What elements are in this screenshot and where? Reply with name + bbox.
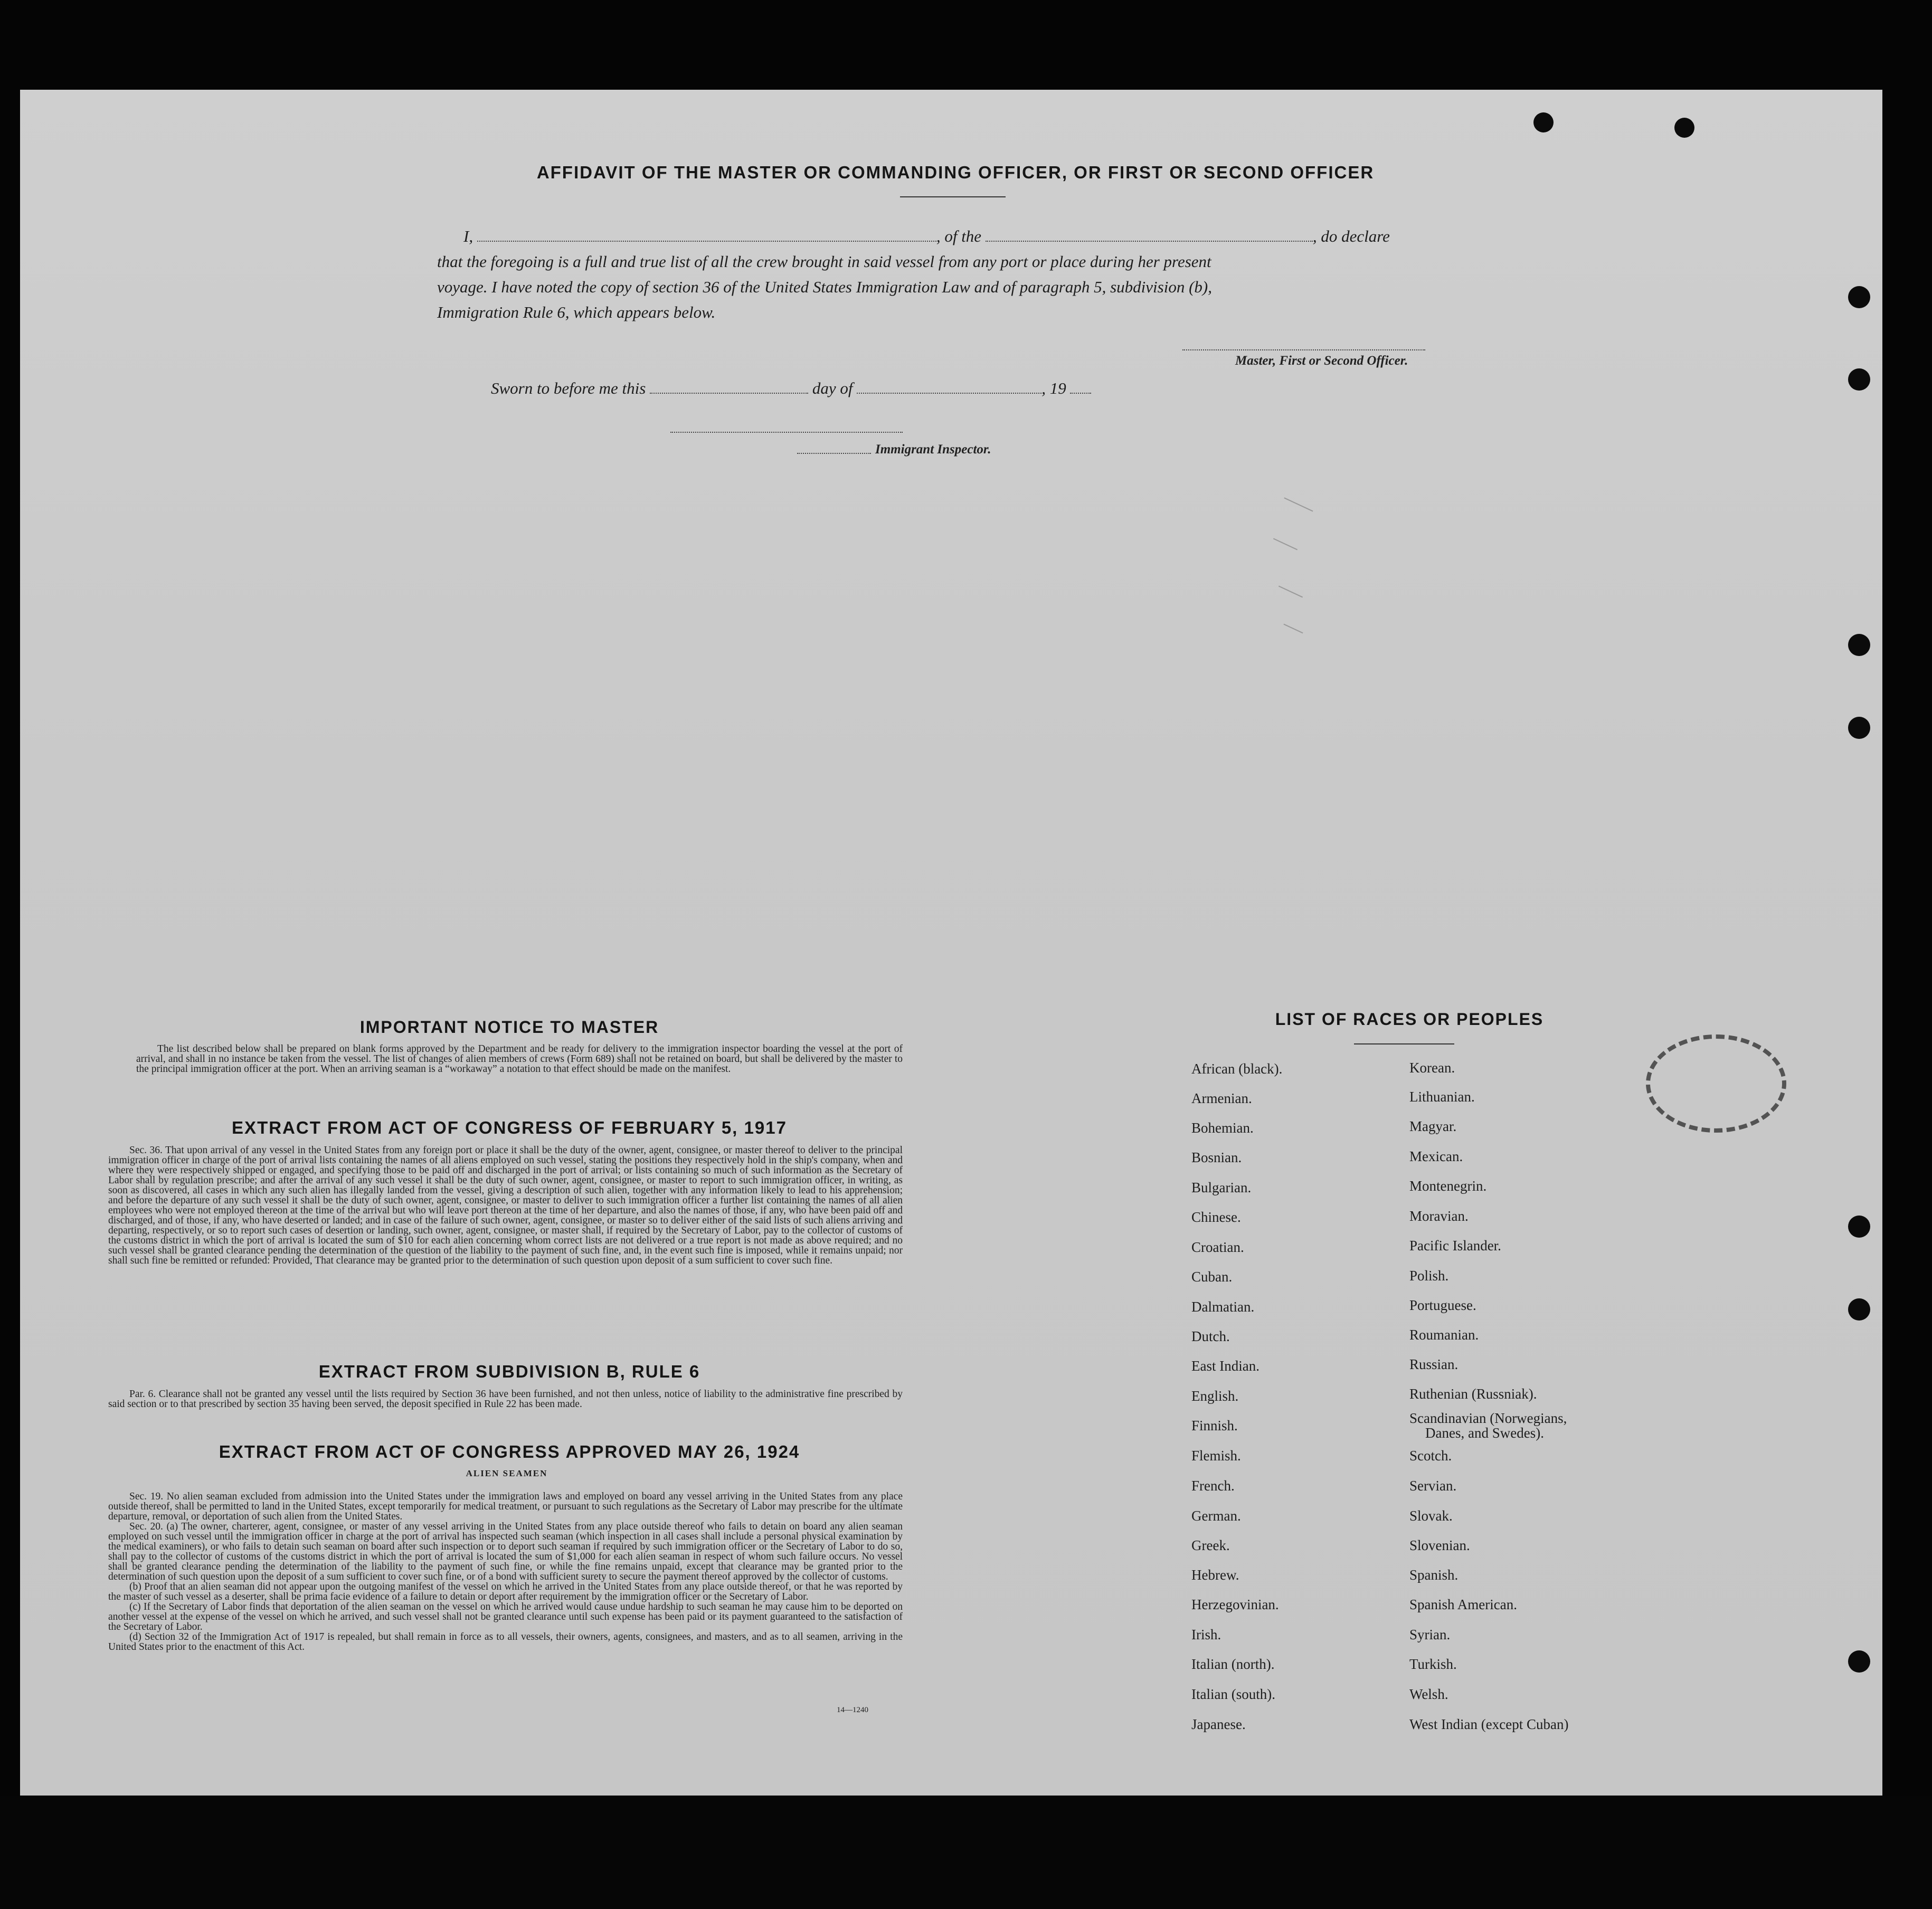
section-36-paragraph: Sec. 36. That upon arrival of any vessel in the United States from any foreign port or place it shall be the duty of the owner, agent, consignee, or master thereof to deliver to the principal immigration officer in charge of the port of arrival lists containing the names of all aliens employed on such vessel, stating the positions they respectively hold in the ship's company, when and where they were respectively shipped or engaged, and specifying those to be paid off and discharged in the port of arrival; or lists containing so much of such information as the Secretary of Labor shall by regulation prescribe; and after the arrival of any such vessel it shall be the duty of such owner, agent, consignee, or master to report to such immigration officer, in writing, as soon as discovered, all cases in which any such alien has illegally landed from the vessel, giving a description of such alien, together with any information likely to lead to his apprehension; and before the departure of any such vessel it shall be the duty of such owner, agent, consignee, or master to deliver to such immigration officer a further list containing the names of all alien employees who were not employed thereon at the time of the arrival but who will leave port thereon at the time of her departure, and also the names of those, if any, who have been paid off and discharged, and of those, if any, who have deserted or landed; and in case of the failure of such owner, agent, consignee, or master so to deliver either of the said lists of such aliens arriving and departing, respectively, or so to report such cases of desertion or landing, such owner, agent, consignee, or master shall, if required by the Secretary of Labor, pay to the collector of customs of the customs district in which the port of arrival is located the sum of $10 for each alien concerning whom correct lists are not delivered or a true report is not made as above required; and no such vessel shall be granted clearance pending the determination of the question of the liability to the payment of such fine, and, in the event such fine is imposed, while it remains unpaid; nor shall such fine be remitted or refunded: Provided, That clearance may be granted prior to the determination of such question upon deposit of a sum sufficient to cover such fine. xyxy=(108,1145,903,1266)
affidavit-line-2: that the foregoing is a full and true list of all the crew brought in said vessel from any port or place during her present xyxy=(437,252,1211,271)
title-underline xyxy=(900,196,1006,197)
name-blank[interactable] xyxy=(477,241,936,242)
race-item: East Indian. xyxy=(1191,1358,1259,1374)
race-item: Lithuanian. xyxy=(1409,1089,1475,1105)
race-item: Russian. xyxy=(1409,1356,1459,1372)
race-item: French. xyxy=(1191,1478,1235,1494)
races-title: LIST OF RACES OR PEOPLES xyxy=(1275,1010,1544,1029)
race-item: Flemish. xyxy=(1191,1448,1241,1464)
race-item: Slovak. xyxy=(1409,1508,1453,1524)
race-item: Ruthenian (Russniak). xyxy=(1409,1386,1537,1402)
affidavit-line-4: Immigration Rule 6, which appears below. xyxy=(437,303,716,321)
race-item: Italian (north). xyxy=(1191,1656,1275,1672)
year-blank[interactable] xyxy=(1070,393,1091,394)
race-item: Welsh. xyxy=(1409,1686,1448,1702)
race-item: Montenegrin. xyxy=(1409,1178,1487,1194)
race-item: Moravian. xyxy=(1409,1208,1469,1224)
master-signature-line[interactable] xyxy=(1182,349,1425,350)
alien-seamen-subtitle: ALIEN SEAMEN xyxy=(466,1468,548,1478)
punch-hole xyxy=(1848,717,1870,739)
race-item: Spanish. xyxy=(1409,1567,1459,1583)
vessel-blank[interactable] xyxy=(986,241,1313,242)
race-item: Spanish American. xyxy=(1409,1597,1517,1612)
sworn-mid: day of xyxy=(812,379,853,397)
race-item: Armenian. xyxy=(1191,1090,1252,1106)
race-item: Pacific Islander. xyxy=(1409,1238,1501,1253)
section-19-paragraph: Sec. 19. No alien seaman excluded from admission into the United States under the immigration laws and employed on board any vessel arriving in the United States from any place outside thereof, shall be permitted to land in the United States, except temporarily for medical treatment, or pursuant to such regulations as the Secretary of Labor may prescribe for the ultimate departure, removal, or deportation of such alien from the United States. xyxy=(108,1491,903,1522)
race-item: Bosnian. xyxy=(1191,1150,1242,1165)
affidavit-line-3: voyage. I have noted the copy of section 36 of the United States Immigration Law and of paragraph 5, subdivision (b), xyxy=(437,278,1212,296)
section-20a-paragraph: Sec. 20. (a) The owner, charterer, agent, consignee, or master of any vessel arriving in the United States from any place outside thereof who fails to detain on board any alien seaman employed on such vessel until the immigration officer in charge at the port of arrival has inspected such seaman (which inspection in all cases shall include a personal physical examination by the medical examiners), or who fails to detain such seaman on board after such inspection or to deport such seaman if required by such immigration officer or the Secretary of Labor to do so, shall pay to the collector of customs of the customs district in which the port of arrival is located the sum of $1,000 for each alien seaman in respect of whom such failure occurs. No vessel shall be granted clearance pending the determination of the liability to the payment of such fine, or while the fine remains unpaid, except that clearance may be granted prior to the determination of such question upon the deposit of a sum sufficient to cover such fine, or of a bond with sufficient surety to secure the payment thereof approved by the collector of customs. xyxy=(108,1521,903,1582)
race-item: German. xyxy=(1191,1508,1241,1524)
race-item: West Indian (except Cuban) xyxy=(1409,1716,1569,1732)
affidavit-line1-end: , do declare xyxy=(1312,227,1390,245)
inspector-signature-line-short xyxy=(797,453,871,454)
extract-1917-text xyxy=(108,1145,903,1266)
affidavit-line-1 xyxy=(463,227,1390,246)
scan-border xyxy=(0,1796,1932,1909)
race-item: Mexican. xyxy=(1409,1148,1463,1164)
day-blank[interactable] xyxy=(650,393,808,394)
affidavit-title: AFFIDAVIT OF THE MASTER OR COMMANDING OFFICER, OR FIRST OR SECOND OFFICER xyxy=(536,163,1375,182)
punch-hole xyxy=(1848,368,1870,391)
race-item: Italian (south). xyxy=(1191,1686,1275,1702)
race-item: Dalmatian. xyxy=(1191,1299,1255,1315)
notice-text xyxy=(136,1044,903,1074)
section-20c-paragraph: (c) If the Secretary of Labor finds that deportation of the alien seaman on the vessel on which he arrived would cause undue hardship to such seaman he may cause him to be deported on another vessel at the expense of the vessel on which he arrived, and such vessel shall not be granted clearance until such expense has been paid or its payment guaranteed to the satisfaction of the Secretary of Labor. xyxy=(108,1601,903,1632)
notice-paragraph: The list described below shall be prepared on blank forms approved by the Department and be ready for delivery to the immigration inspector boarding the vessel at the port of arrival, and shall in no instance be taken from the vessel. The list of changes of alien members of crews (Form 689) shall not be retained on board, but shall be delivered by the master to the principal immigration officer at the port. When an arriving seaman is a “workaway” a notation to that effect should be made on the manifest. xyxy=(136,1043,903,1075)
race-item: Hebrew. xyxy=(1191,1567,1239,1583)
punch-hole xyxy=(1848,286,1870,308)
race-item: Japanese. xyxy=(1191,1716,1246,1732)
month-blank[interactable] xyxy=(857,393,1041,394)
sworn-end: , 19 xyxy=(1041,379,1066,397)
master-signature-label: Master, First or Second Officer. xyxy=(1235,354,1408,368)
punch-hole xyxy=(1848,1650,1870,1673)
extract-1917-title: EXTRACT FROM ACT OF CONGRESS OF FEBRUARY 5, 1917 xyxy=(232,1118,787,1137)
inspection-stamp xyxy=(1646,1034,1786,1133)
rule-6-title: EXTRACT FROM SUBDIVISION B, RULE 6 xyxy=(318,1362,700,1381)
race-item: Servian. xyxy=(1409,1478,1457,1494)
punch-hole xyxy=(1533,112,1554,132)
affidavit-line1-mid: , of the xyxy=(936,227,982,245)
race-item: Finnish. xyxy=(1191,1418,1238,1433)
races-title-underline xyxy=(1354,1043,1454,1044)
race-item: Danes, and Swedes). xyxy=(1425,1425,1544,1441)
race-item: Irish. xyxy=(1191,1627,1221,1642)
punch-hole xyxy=(1848,1215,1870,1238)
punch-hole xyxy=(1848,634,1870,656)
extract-1924-title: EXTRACT FROM ACT OF CONGRESS APPROVED MAY 26, 1924 xyxy=(219,1442,800,1461)
section-20b-paragraph: (b) Proof that an alien seaman did not appear upon the outgoing manifest of the vessel on which he arrived in the United States from any place outside thereof, or that he was reported by the master of such vessel as a deserter, shall be prima facie evidence of a failure to detain or deport after requirement by the immigration officer or the Secretary of Labor. xyxy=(108,1581,903,1602)
race-item: Slovenian. xyxy=(1409,1537,1470,1553)
race-item: Greek. xyxy=(1191,1537,1230,1553)
race-item: Chinese. xyxy=(1191,1209,1241,1225)
race-item: Cuban. xyxy=(1191,1269,1233,1285)
race-item: Syrian. xyxy=(1409,1627,1451,1642)
race-item: Bulgarian. xyxy=(1191,1180,1252,1195)
rule-6-text xyxy=(108,1389,903,1409)
race-item: Scotch. xyxy=(1409,1448,1452,1464)
sworn-start: Sworn to before me this xyxy=(491,379,646,397)
notice-title: IMPORTANT NOTICE TO MASTER xyxy=(359,1018,659,1037)
race-item: Herzegovinian. xyxy=(1191,1597,1279,1612)
punch-hole xyxy=(1848,1298,1870,1321)
race-item: Portuguese. xyxy=(1409,1297,1476,1313)
section-20d-paragraph: (d) Section 32 of the Immigration Act of 1917 is repealed, but shall remain in force as to all vessels, their owners, agents, consignees, and masters, and as to all seamen, arriving in the United States prior to the enactment of this Act. xyxy=(108,1631,903,1652)
affidavit-line1-start: I, xyxy=(463,227,473,245)
race-item: Scandinavian (Norwegians, xyxy=(1409,1410,1567,1426)
race-item: English. xyxy=(1191,1388,1239,1404)
race-item: Turkish. xyxy=(1409,1656,1457,1672)
sworn-line xyxy=(491,379,1091,398)
race-item: African (black). xyxy=(1191,1061,1283,1077)
inspector-signature-line[interactable] xyxy=(670,432,903,433)
rule-6-paragraph: Par. 6. Clearance shall not be granted any vessel until the lists required by Section 36 have been furnished, and not then unless, notice of liability to the administrative fine prescribed by said section or to that prescribed by section 35 having been served, the deposit specified in Rule 22 has been made. xyxy=(108,1389,903,1410)
race-item: Dutch. xyxy=(1191,1328,1230,1344)
race-item: Polish. xyxy=(1409,1268,1449,1284)
race-item: Bohemian. xyxy=(1191,1120,1254,1136)
form-number: 14—1240 xyxy=(837,1706,868,1714)
race-item: Korean. xyxy=(1409,1060,1455,1076)
punch-hole xyxy=(1674,118,1694,138)
extract-1924-text xyxy=(108,1492,903,1652)
race-item: Magyar. xyxy=(1409,1118,1457,1134)
race-item: Croatian. xyxy=(1191,1239,1244,1255)
inspector-label: Immigrant Inspector. xyxy=(875,442,991,457)
race-item: Roumanian. xyxy=(1409,1327,1479,1343)
